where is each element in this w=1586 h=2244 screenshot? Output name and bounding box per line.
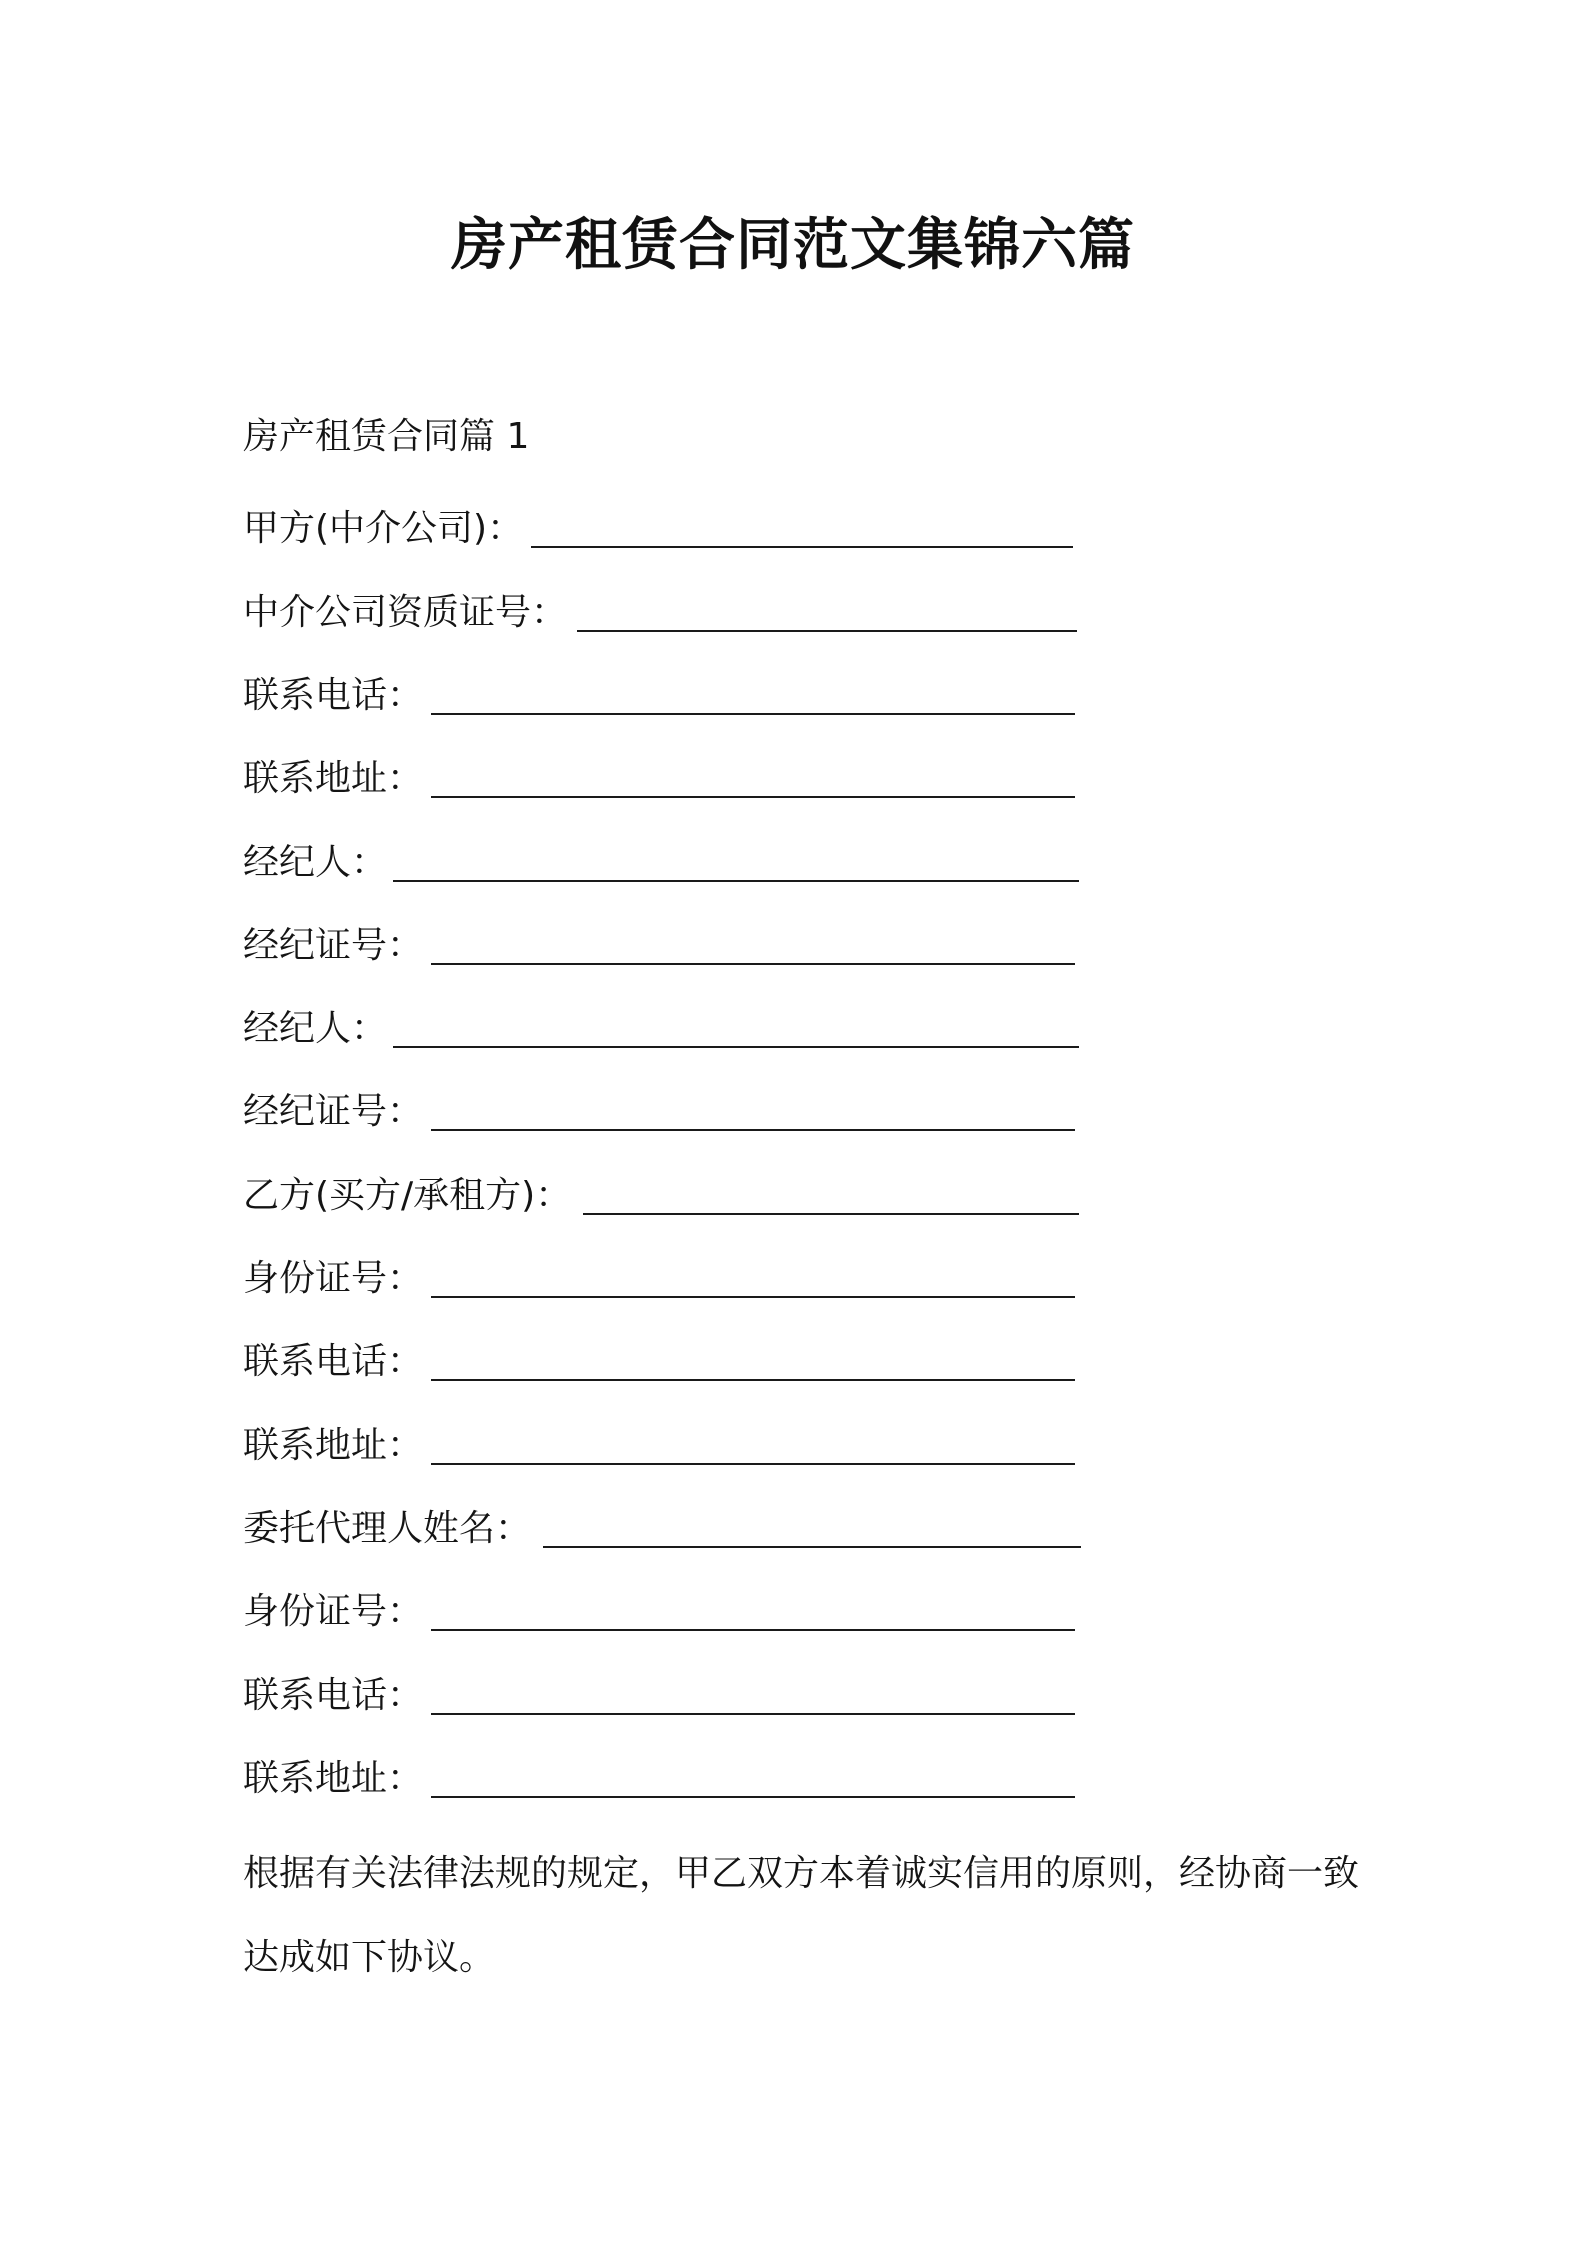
field-blank-line[interactable] [393,880,1079,882]
field-agent-license-2 [243,1087,423,1137]
field-label: 经纪人： [243,1008,388,1049]
field-address-proxy [243,1754,423,1804]
field-blank-line[interactable] [431,1713,1075,1715]
field-phone-proxy [243,1671,423,1721]
field-label: 联系地址： [243,758,424,799]
field-address-a [243,754,423,804]
field-label: 经纪证号： [243,1091,424,1132]
section-heading: 房产租赁合同篇 1 [243,416,530,457]
field-agency-license [243,588,567,638]
field-label: 身份证号： [243,1258,424,1299]
field-label: 身份证号： [243,1591,424,1632]
field-proxy-name [243,1504,531,1554]
field-label: 联系电话： [243,1341,424,1382]
field-phone-b [243,1337,423,1387]
field-blank-line[interactable] [531,546,1073,548]
field-blank-line[interactable] [431,1796,1075,1798]
field-blank-line[interactable] [393,1046,1079,1048]
field-label: 联系地址： [243,1758,424,1799]
field-label: 中介公司资质证号： [243,592,568,633]
field-blank-line[interactable] [577,630,1077,632]
field-label: 经纪证号： [243,925,424,966]
field-agent-2 [243,1004,387,1054]
field-blank-line[interactable] [431,1129,1075,1131]
field-blank-line[interactable] [583,1213,1079,1215]
field-label: 联系地址： [243,1425,424,1466]
field-label: 经纪人： [243,842,388,883]
field-label: 委托代理人姓名： [243,1508,532,1549]
field-party-b [243,1171,571,1221]
field-address-b [243,1421,423,1471]
field-label: 甲方(中介公司)： [243,508,524,549]
document-title: 房产租赁合同范文集锦六篇 [451,213,1135,278]
field-agent-license-1 [243,921,423,971]
field-id-number-proxy [243,1587,423,1637]
field-agent-1 [243,838,387,888]
field-blank-line[interactable] [431,1629,1075,1631]
field-phone-a [243,671,423,721]
field-blank-line[interactable] [431,1463,1075,1465]
field-label: 联系电话： [243,1675,424,1716]
field-id-number-b [243,1254,423,1304]
agreement-paragraph: 根据有关法律法规的规定，甲乙双方本着诚实信用的原则，经协商一致达成如下协议。 [243,1853,1360,1978]
field-label: 乙方(买方/承租方)： [243,1175,572,1216]
field-blank-line[interactable] [431,1379,1075,1381]
field-blank-line[interactable] [431,796,1075,798]
field-party-a [243,504,523,554]
field-blank-line[interactable] [431,963,1075,965]
field-blank-line[interactable] [431,1296,1075,1298]
field-blank-line[interactable] [431,713,1075,715]
field-label: 联系电话： [243,675,424,716]
field-blank-line[interactable] [543,1546,1081,1548]
